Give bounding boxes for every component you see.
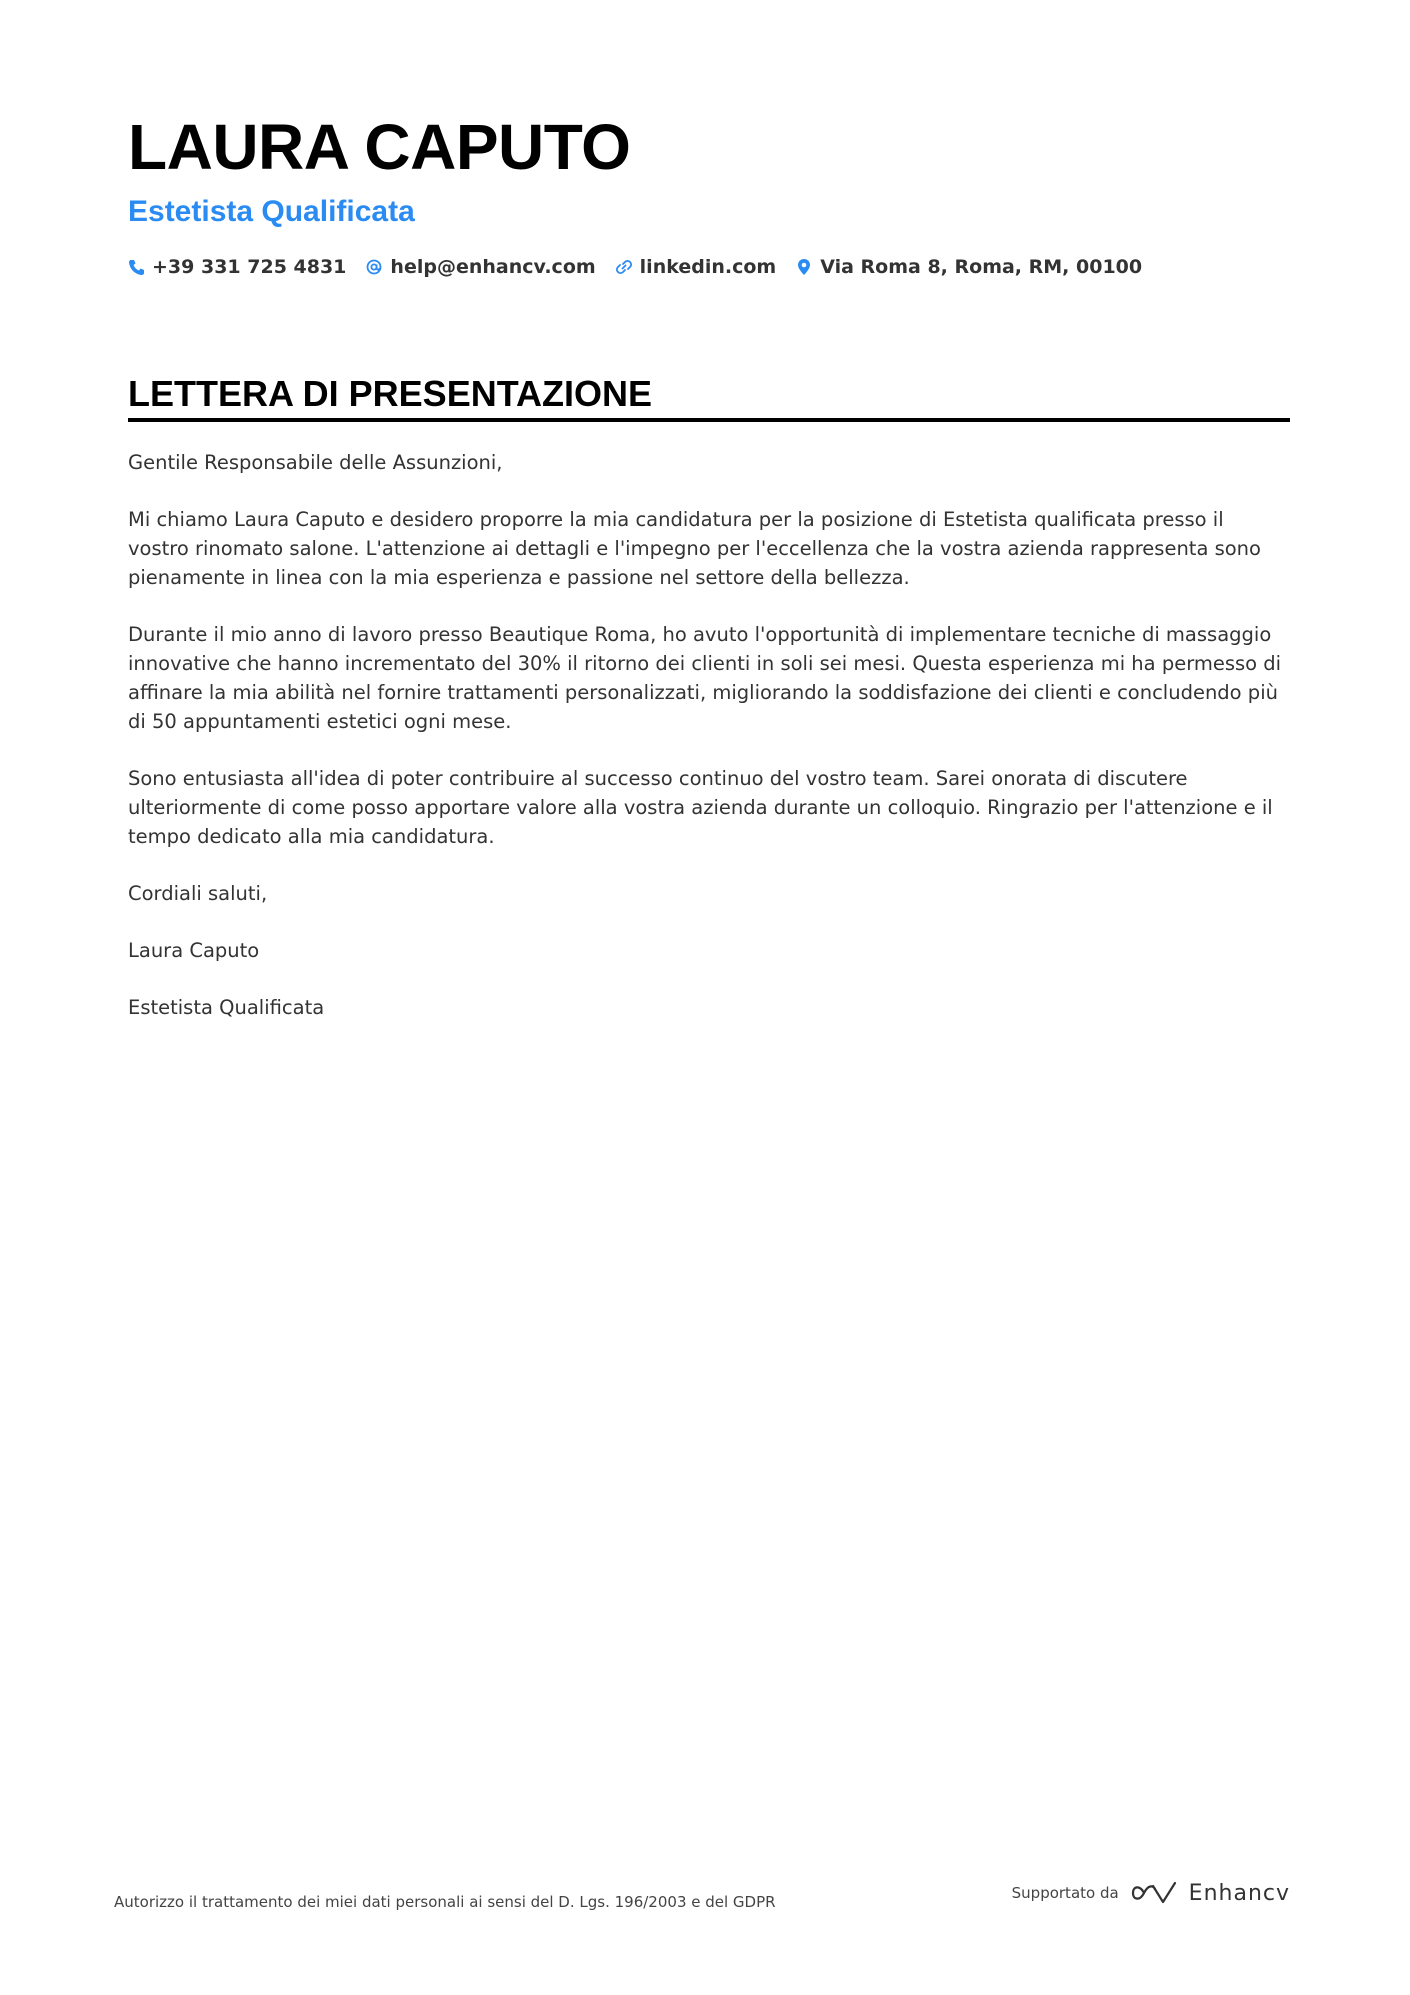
candidate-name: LAURA CAPUTO [128,111,631,183]
contact-address-text: Via Roma 8, Roma, RM, 00100 [820,256,1143,278]
contact-address [796,256,1142,278]
contact-phone-text: +39 331 725 4831 [152,256,347,278]
letter-paragraph: Durante il mio anno di lavoro presso Beautique Roma, ho avuto l'opportunità di implementare tecniche di massaggio innovative che hanno incrementato del 30% il ritorno dei clienti in soli sei mesi. Questa esperienza mi ha permesso di affinare la mia abilità nel fornire trattamenti personalizzati, migliorando la soddisfazione dei clienti e concludendo più di 50 appuntamenti estetici ogni mese. [128,623,1282,733]
supported-by-label: Supportato da [1011,1884,1119,1902]
candidate-role: Estetista Qualificata [128,195,415,228]
letter-body [128,448,1290,1022]
letter-paragraph: Sono entusiasta all'idea di poter contribuire al successo continuo del vostro team. Sarei onorata di discutere ulteriormente di come posso apportare valore alla vostra azienda durante un colloquio. Ringrazio per l'attenzione e il tempo dedicato alla mia candidatura. [128,767,1273,848]
contact-phone [128,256,346,278]
location-icon [796,258,812,276]
section-title: LETTERA DI PRESENTAZIONE [128,374,1290,422]
letter-paragraph: Mi chiamo Laura Caputo e desidero proporre la mia candidatura per la posizione di Estetista qualificata presso il vostro rinomato salone. L'attenzione ai dettagli e l'impegno per l'eccellenza che la vostra azienda rappresenta sono pienamente in linea con la mia esperienza e passione nel settore della bellezza. [128,508,1261,589]
enhancv-logo-icon [1131,1880,1177,1906]
letter-closing: Cordiali saluti, [128,882,268,905]
contact-bar [128,252,1290,282]
signature-role: Estetista Qualificata [128,996,325,1019]
contact-email-text[interactable]: help@enhancv.com [390,256,596,278]
link-icon [616,258,632,276]
enhancv-logo-text: Enhancv [1188,1880,1290,1906]
powered-by[interactable] [1012,1880,1290,1906]
contact-email[interactable] [366,256,595,278]
at-icon [366,258,382,276]
consent-note: Autorizzo il trattamento dei miei dati personali ai sensi del D. Lgs. 196/2003 e del GDPR [114,1893,776,1911]
contact-linkedin[interactable] [616,256,777,278]
contact-linkedin-text[interactable]: linkedin.com [639,256,777,278]
signature-name: Laura Caputo [128,939,260,962]
letter-greeting: Gentile Responsabile delle Assunzioni, [128,451,503,474]
phone-icon [128,258,144,276]
cover-letter-page [128,104,1290,1050]
